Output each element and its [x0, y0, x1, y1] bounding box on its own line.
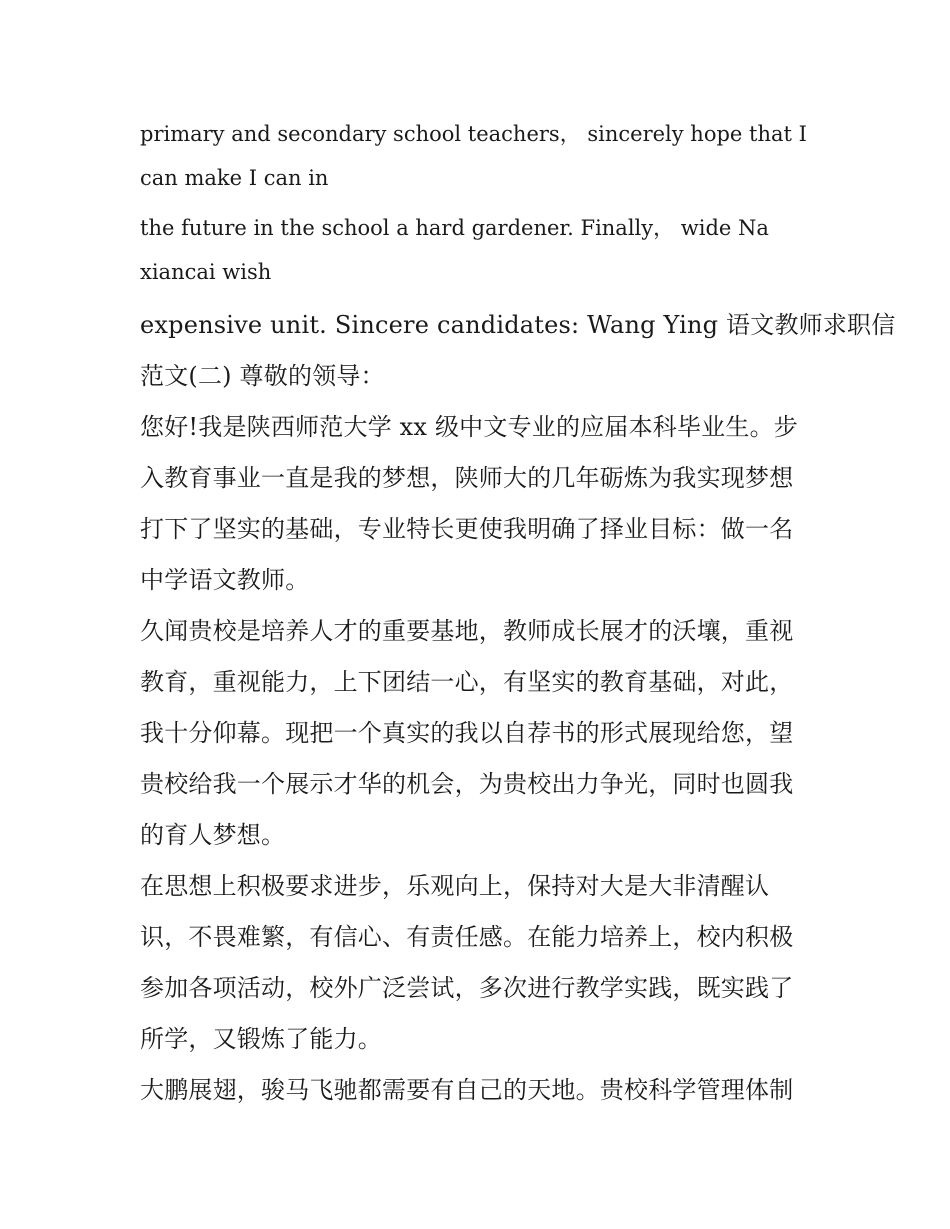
text-line: 范文(二) 尊敬的领导：: [140, 362, 385, 390]
document-body: [140, 112, 896, 1116]
text-line: 的育人梦想。: [140, 821, 286, 849]
text-line: 识，不畏难繁，有信心、有责任感。在能力培养上，校内积极: [140, 923, 794, 951]
text-line: 教育，重视能力，上下团结一心，有坚实的教育基础，对此，: [140, 668, 794, 696]
text-line: xiancai wish: [140, 260, 272, 284]
text-line: 打下了坚实的基础，专业特长更使我明确了择业目标：做一名: [140, 515, 794, 543]
text-line: 久闻贵校是培养人才的重要基地，教师成长展才的沃壤，重视: [140, 617, 794, 645]
text-line: expensive unit. Sincere candidates: Wang Ying 语文教师求职信: [140, 311, 896, 339]
text-line: 中学语文教师。: [140, 566, 310, 594]
text-line: 大鹏展翅，骏马飞驰都需要有自己的天地。贵校科学管理体制: [140, 1076, 794, 1104]
text-line: 入教育事业一直是我的梦想，陕师大的几年砺炼为我实现梦想: [140, 464, 794, 492]
text-line: 我十分仰幕。现把一个真实的我以自荐书的形式展现给您，望: [140, 719, 794, 747]
text-line: 贵校给我一个展示才华的机会，为贵校出力争光，同时也圆我: [140, 770, 794, 798]
text-line: 所学，又锻炼了能力。: [140, 1025, 382, 1053]
text-line: primary and secondary school teachers， sincerely hope that I: [140, 122, 807, 146]
text-line: 参加各项活动，校外广泛尝试，多次进行教学实践，既实践了: [140, 974, 794, 1002]
text-line: 在思想上积极要求进步，乐观向上，保持对大是大非清醒认: [140, 872, 770, 900]
text-line: can make I can in: [140, 166, 329, 190]
text-line: 您好!我是陕西师范大学 xx 级中文专业的应届本科毕业生。步: [140, 413, 798, 441]
text-line: the future in the school a hard gardener. Finally， wide Na: [140, 216, 769, 240]
